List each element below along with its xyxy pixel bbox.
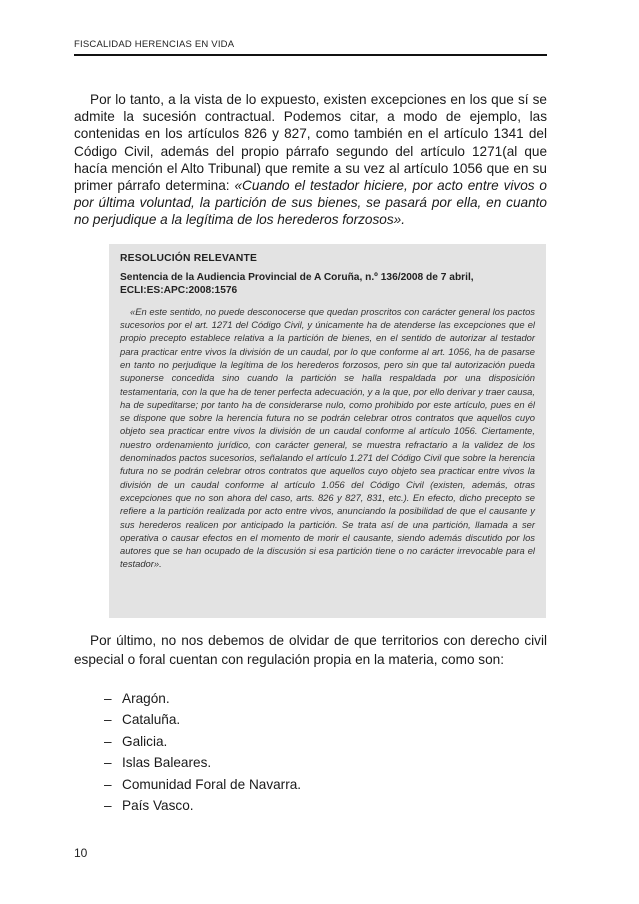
dash-bullet: –: [104, 691, 112, 706]
list-item-label: País Vasco.: [122, 798, 194, 814]
foral-regions-paragraph: Por último, no nos debemos de olvidar de que territorios con derecho civil especial o foral cuentan con regulación propia en la materia, como son:: [74, 633, 547, 667]
box-citation: Sentencia de la Audiencia Provincial de A Coruña, n.º 136/2008 de 7 abril, ECLI:ES:APC:2008:1576: [120, 272, 474, 297]
article-1056-quote: «Cuando el testador hiciere, por acto entre vivos o por última voluntad, la partición de sus bienes, se pasará por ella, en cuanto no perjudique a la legítima de los herederos forzosos».: [74, 178, 547, 228]
list-item: [104, 795, 301, 816]
list-item-label: Galicia.: [122, 733, 168, 749]
foral-regions-list: [104, 688, 301, 816]
list-item: [104, 688, 301, 709]
dash-bullet: –: [104, 755, 112, 771]
list-item-label: Comunidad Foral de Navarra.: [122, 776, 302, 792]
intro-paragraph-text: Por lo tanto, a la vista de lo expuesto, existen excepciones en los que sí se admite la sucesión contractual. Podemos citar, a modo de ejemplo, las contenidas en los artículos 826 y 827, como también en el artículo 1341 del Código Civil, además del propio párrafo segundo del artículo 1271(al que hacía mención el Alto Tribunal) que remite a su vez al artículo 1056 que en su primer párrafo determina:: [74, 92, 547, 194]
running-header: FISCALIDAD HERENCIAS EN VIDA: [74, 39, 235, 50]
box-title: RESOLUCIÓN RELEVANTE: [120, 253, 258, 264]
list-item-label: Aragón.: [122, 691, 170, 706]
intro-paragraph: [74, 91, 547, 229]
list-item: [104, 774, 301, 795]
dash-bullet: –: [104, 733, 112, 749]
relevant-resolution-box: [109, 244, 546, 618]
list-item-label: Cataluña.: [122, 712, 181, 728]
list-item-label: Islas Baleares.: [122, 755, 212, 771]
header-divider: [74, 54, 547, 56]
dash-bullet: –: [104, 776, 112, 792]
dash-bullet: –: [104, 798, 112, 814]
dash-bullet: –: [104, 712, 112, 728]
page-number: 10: [74, 846, 88, 860]
list-item: [104, 731, 301, 752]
list-item: [104, 709, 301, 730]
box-quote: «En este sentido, no puede desconocerse que quedan proscritos con carácter general los pactos sucesorios por el art. 1271 del Código Civil, y únicamente ha de atenderse las excepciones que el propio precepto establece relativa a la partición de bienes, en el sentido de autorizar al testador para practicar entre vivos la división de un caudal, por lo que conforme al art. 1056, ha de pasarse en tanto no perjudique la legítima de los herederos forzosos, pero sin que tal autorización pueda suponerse concedida sino cuando la partición se halla respaldada por una disposición testamentaria, con la que ha de tener perfecta adecuación, y a la que, por ello derivar y traer causa, ha de supeditarse; por tanto ha de considerarse nulo, como prohibido por este artículo, pues en él se dispone que sobre la herencia futura no se podrán celebrar otros contratos que aquellos cuyo objeto sea practicar entre vivos la división de un caudal conforme al artículo 1056. Ciertamente, nuestro ordenamiento jurídico, con carácter general, se muestra refractario a la validez de los denominados pactos sucesorios, señalando el artículo 1.271 del Código Civil que sobre la herencia futura no se podrán celebrar otros contratos que aquellos cuyo objeto sea practicar entre vivos la división de un caudal conforme al artículo 1.056 del Código Civil (existen, además, otras excepciones que no son ahora del caso, arts. 826 y 827, 831, etc.). En efecto, dicho precepto se refiere a la partición realizada por acto entre vivos, anunciando la posibilidad de que el causante y sus herederos realicen por anticipado la partición. Se trata así de una partición, llamada a ser operativa o causar efectos en el momento de morir el causante, siendo además discutido por los autores que se han ocupado de la discusión si esa partición tiene o no carácter irrevocable para el testador».: [120, 305, 535, 570]
list-item: [104, 752, 301, 773]
